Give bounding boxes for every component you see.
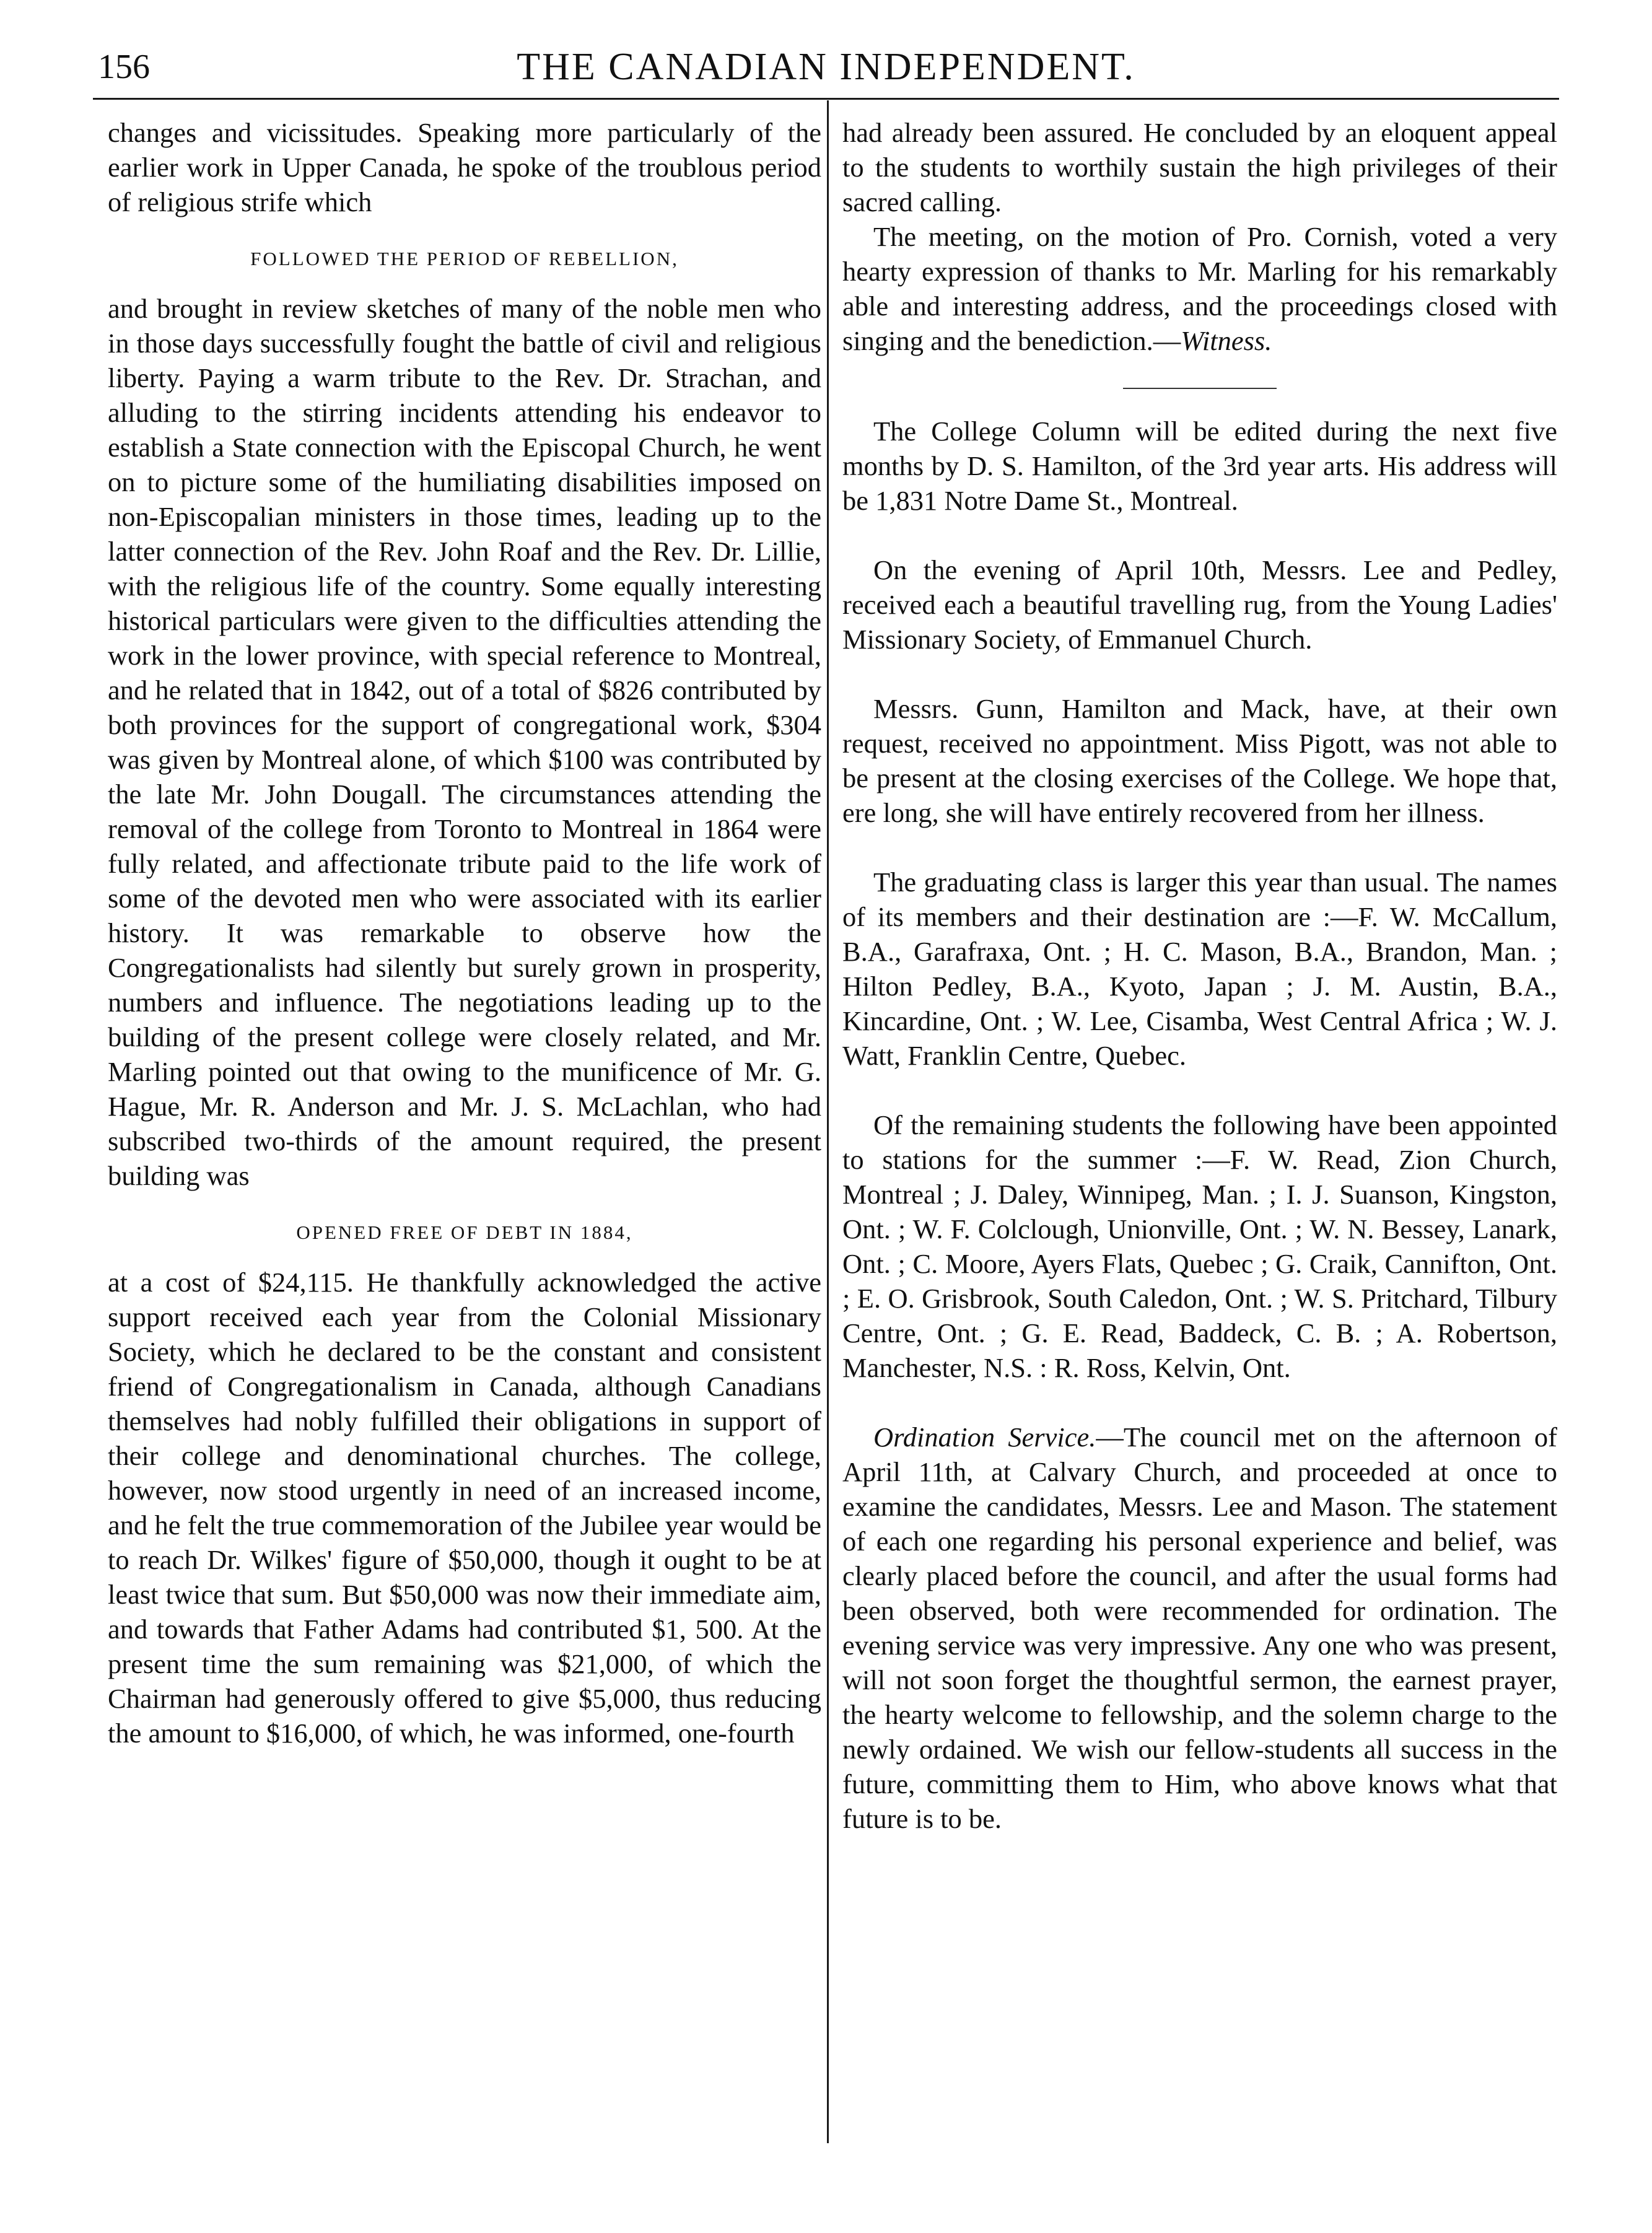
news-item: On the evening of April 10th, Messrs. Lee and Pedley, received each a beautiful travelling rug, from the Young Ladies' Missionary Society, of Emmanuel Church. [842, 554, 1557, 655]
left-column [108, 115, 821, 1750]
paragraph-text: —The council met on the afternoon of April 11th, at Calvary Church, and proceeded at once to examine the candidates, Messrs. Lee and Mason. The statement of each one regarding his personal experience and belief, was clearly placed before the council, and after the usual forms had been observed, both were recommended for ordination. The evening service was very impressive. Any one who was present, will not soon forget the thoughtful sermon, the earnest prayer, the hearty welcome to fellowship, and the solemn charge to the newly ordained. We wish our fellow-students all success in the future, committing them to Him, who above knows what that future is to be. [842, 1422, 1557, 1834]
masthead-title: THE CANADIAN INDEPENDENT. [517, 46, 1135, 88]
article-paragraph: at a cost of $24,115. He thankfully acknowledged the active support received each year from the Colonial Missionary Society, which he declared to be the constant and consistent friend of Congregationalism in Canada, although Canadians themselves had nobly fulfilled their obligations in support of their college and denominational churches. The college, however, now stood urgently in need of an increased income, and he felt the true commemoration of the Jubilee year would be to reach Dr. Wilkes' figure of $50,000, though it ought to be at least twice that sum. But $50,000 was now their immediate aim, and towards that Father Adams had contributed $1, 500. At the present time the sum remaining was $21,000, of which the Chairman had generously offered to give $5,000, thus reducing the amount to $16,000, of which, he was informed, one-fourth [108, 1267, 821, 1749]
paragraph-text: The meeting, on the motion of Pro. Cornish, voted a very hearty expression of thanks to Mr. Marling for his remarkably able and interesting address, and the proceedings closed with singing and the benediction.— [842, 221, 1557, 356]
article-paragraph: had already been assured. He concluded by an eloquent appeal to the students to worthily sustain the high privileges of their sacred calling. [842, 117, 1557, 217]
news-item: The graduating class is larger this year than usual. The names of its members and their destination are :—F. W. McCallum, B.A., Garafraxa, Ont. ; H. C. Mason, B.A., Brandon, Man. ; Hilton Pedley, B.A., Kyoto, Japan ; J. M. Austin, B.A., Kincardine, Ont. ; W. Lee, Cisamba, West Central Africa ; W. J. Watt, Franklin Centre, Quebec. [842, 867, 1557, 1071]
right-column [842, 115, 1557, 1836]
news-item: Of the remaining students the following have been appointed to stations for the summer :—F. W. Read, Zion Church, Montreal ; J. Daley, Winnipeg, Man. ; I. J. Suanson, Kingston, Ont. ; W. F. Colclough, Unionville, Ont. ; W. N. Bessey, Lanark, Ont. ; C. Moore, Ayers Flats, Quebec ; G. Craik, Cannifton, Ont. ; E. O. Grisbrook, South Caledon, Ont. ; W. S. Pritchard, Tilbury Centre, Ont. ; G. E. Read, Baddeck, C. B. ; A. Robertson, Manchester, N.S. : R. Ross, Kelvin, Ont. [842, 1109, 1557, 1383]
section-subhead: FOLLOWED THE PERIOD OF REBELLION, [250, 248, 679, 269]
page-number: 156 [98, 48, 150, 86]
section-subhead: OPENED FREE OF DEBT IN 1884, [296, 1221, 633, 1243]
source-credit: Witness. [1181, 325, 1272, 356]
news-item: The College Column will be edited during the next five months by D. S. Hamilton, of the 3rd year arts. His address will be 1,831 Notre Dame St., Montreal. [842, 416, 1557, 516]
column-divider [827, 100, 829, 2143]
news-item [842, 1420, 1557, 1836]
article-paragraph [842, 219, 1557, 358]
header-rule [93, 98, 1559, 100]
article-paragraph: and brought in review sketches of many of the noble men who in those days successfully fought the battle of civil and religious liberty. Paying a warm tribute to the Rev. Dr. Strachan, and alluding to the stirring incidents attending his endeavor to establish a State connection with the Episcopal Church, he went on to picture some of the humiliating disabilities imposed on non-Episcopalian ministers in those times, leading up to the latter connection of the Rev. John Roaf and the Rev. Dr. Lillie, with the religious life of the country. Some equally interesting historical particulars were given to the difficulties attending the work in the lower province, with special reference to Montreal, and he related that in 1842, out of a total of $826 contributed by both provinces for the support of congregational work, $304 was given by Montreal alone, of which $100 was contributed by the late Mr. John Dougall. The circumstances attending the removal of the college from Toronto to Montreal in 1864 were fully related, and affectionate tribute paid to the life work of some of the devoted men who were associated with its earlier history. It was remarkable to observe how the Congregationalists had silently but surely grown in prosperity, numbers and influence. The negotiations leading up to the building of the present college were closely related, and Mr. Marling pointed out that owing to the munificence of Mr. G. Hague, Mr. R. Anderson and Mr. J. S. McLachlan, who had subscribed two-thirds of the amount required, the present building was [108, 293, 821, 1191]
news-item: Messrs. Gunn, Hamilton and Mack, have, at their own request, received no appointment. Miss Pigott, was not able to be present at the closing exercises of the College. We hope that, ere long, she will have entirely recovered from her illness. [842, 693, 1557, 828]
article-paragraph: changes and vicissitudes. Speaking more particularly of the earlier work in Upper Canada, he spoke of the troublous period of religious strife which [108, 117, 821, 217]
item-lead: Ordination Service. [873, 1422, 1096, 1453]
section-divider [1123, 388, 1277, 389]
